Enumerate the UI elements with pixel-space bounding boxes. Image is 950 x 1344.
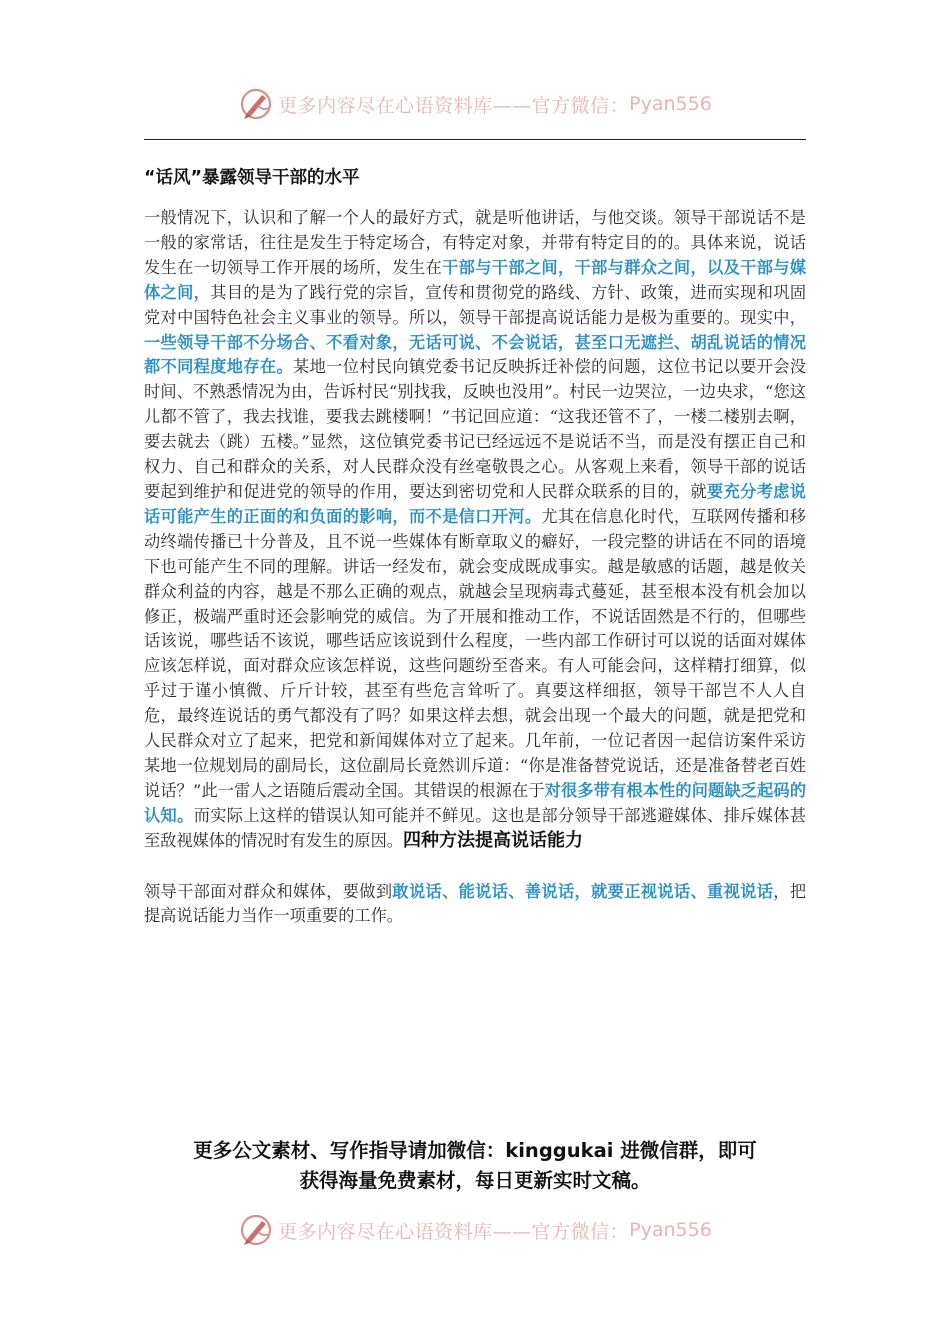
header-divider xyxy=(144,139,806,140)
highlight-run: 敢说话、能说话、善说话，就要正视说话、重视说话 xyxy=(392,881,774,901)
text-run: ，把提高说话能力当作一项重要的工作。 xyxy=(144,881,807,926)
banner-text: 更多内容尽在心语资料库——官方微信： xyxy=(278,1220,630,1243)
article-paragraph-2 xyxy=(144,880,806,930)
highlight-run: 干部与干部之间，干部与群众之间，以及干部与媒体之间， xyxy=(144,257,807,302)
highlight-run: 对很多带有根本性的问题缺乏起码的认知。 xyxy=(144,780,807,825)
promo-line-1: 更多公文素材、写作指导请加微信：kinggukai 进微信群，即可 xyxy=(193,1139,757,1162)
highlight-run: 一些领导干部不分场合、不看对象，无话可说、不会说话，甚至口无遮拦、胡乱说话的情况都不同程度地存在。 xyxy=(144,332,806,377)
article xyxy=(144,160,806,929)
pen-circle-logo-icon xyxy=(238,86,274,122)
article-paragraph-1 xyxy=(144,206,806,854)
text-run: 尤其在信息化时代，互联网传播和移动终端传播已十分普及，且不说一些媒体有断章取义的癖好，一段完整的讲话在不同的语境下也可能产生不同的理解。讲话一经发布，就会变成既成事实。越是敏感的话题，越是攸关群众利益的内容，越是不那么正确的观点，就越会呈现病毒式蔓延，甚至根本没有机会加以修正，极端严重时还会影响党的威信。为了开展和推动工作，不说话固然是不行的，但哪些话该说，哪些话不该说，哪些话应该说到什么程度，一些内部工作研讨可以说的话面对媒体应该怎样说，面对群众应该怎样说，这些问题纷至沓来。有人可能会问，这样精打细算，似乎过于谨小慎微、斤斤计较，甚至有些危言耸听了。真要这样细抠，领导干部岂不人人自危，最终连说话的勇气都没有了吗？如果这样去想，就会出现一个最大的问题，就是把党和人民群众对立了起来，把党和新闻媒体对立了起来。几年前，一位记者因一起信访案件采访某地一位规划局的副局长，这位副局长竟然训斥道：“你是准备替党说话，还是准备替老百姓说话？”此一雷人之语随后震动全国。其错误的根源在于 xyxy=(144,506,806,800)
section-heading: 四种方法提高说话能力 xyxy=(403,829,583,851)
header-banner xyxy=(0,84,950,124)
text-run: 而实际上这样的错误认知可能并不鲜见。这也是部分领导干部逃避媒体、排斥媒体甚至敌视媒体的情况时有发生的原因。 xyxy=(144,805,807,850)
promo-line-2: 获得海量免费素材，每日更新实时文稿。 xyxy=(299,1169,651,1192)
pen-circle-logo-icon xyxy=(238,1212,274,1248)
text-run: 领导干部面对群众和媒体，要做到 xyxy=(144,881,393,901)
promo-note xyxy=(144,1136,806,1196)
highlight-run: 要充分考虑说话可能产生的正面的和负面的影响，而不是信口开河。 xyxy=(144,481,806,526)
text-run: 某地一位村民向镇党委书记反映拆迁补偿的问题，这位书记以要开会没时间、不熟悉情况为由，告诉村民“别找我，反映也没用”。村民一边哭泣，一边央求，“您这儿都不管了，我去找谁，要我去跳楼啊！”书记回应道：“这我还管不了，一楼二楼别去啊，要去就去（跳）五楼。”显然，这位镇党委书记已经远远不是说话不当，而是没有摆正自己和权力、自己和群众的关系，对人民群众没有丝毫敬畏之心。从客观上来看，领导干部的说话要起到维护和促进党的领导的作用，要达到密切党和人民群众联系的目的，就 xyxy=(144,357,807,501)
footer-banner xyxy=(0,1210,950,1250)
article-title: “话风”暴露领导干部的水平 xyxy=(144,168,360,188)
text-run: 其目的是为了践行党的宗旨，宣传和贯彻党的路线、方针、政策，进而实现和巩固党对中国特色社会主义事业的领导。所以，领导干部提高说话能力是极为重要的。现实中， xyxy=(144,282,807,327)
banner-wechat-id: Pyan556 xyxy=(629,93,712,115)
banner-wechat-id: Pyan556 xyxy=(629,1219,712,1241)
banner-text: 更多内容尽在心语资料库——官方微信： xyxy=(278,94,630,117)
text-run: 一般情况下，认识和了解一个人的最好方式，就是听他讲话，与他交谈。领导干部说话不是一般的家常话，往往是发生于特定场合，有特定对象，并带有特定目的的。具体来说，说话发生在一切领导工作开展的场所，发生在 xyxy=(144,208,806,277)
